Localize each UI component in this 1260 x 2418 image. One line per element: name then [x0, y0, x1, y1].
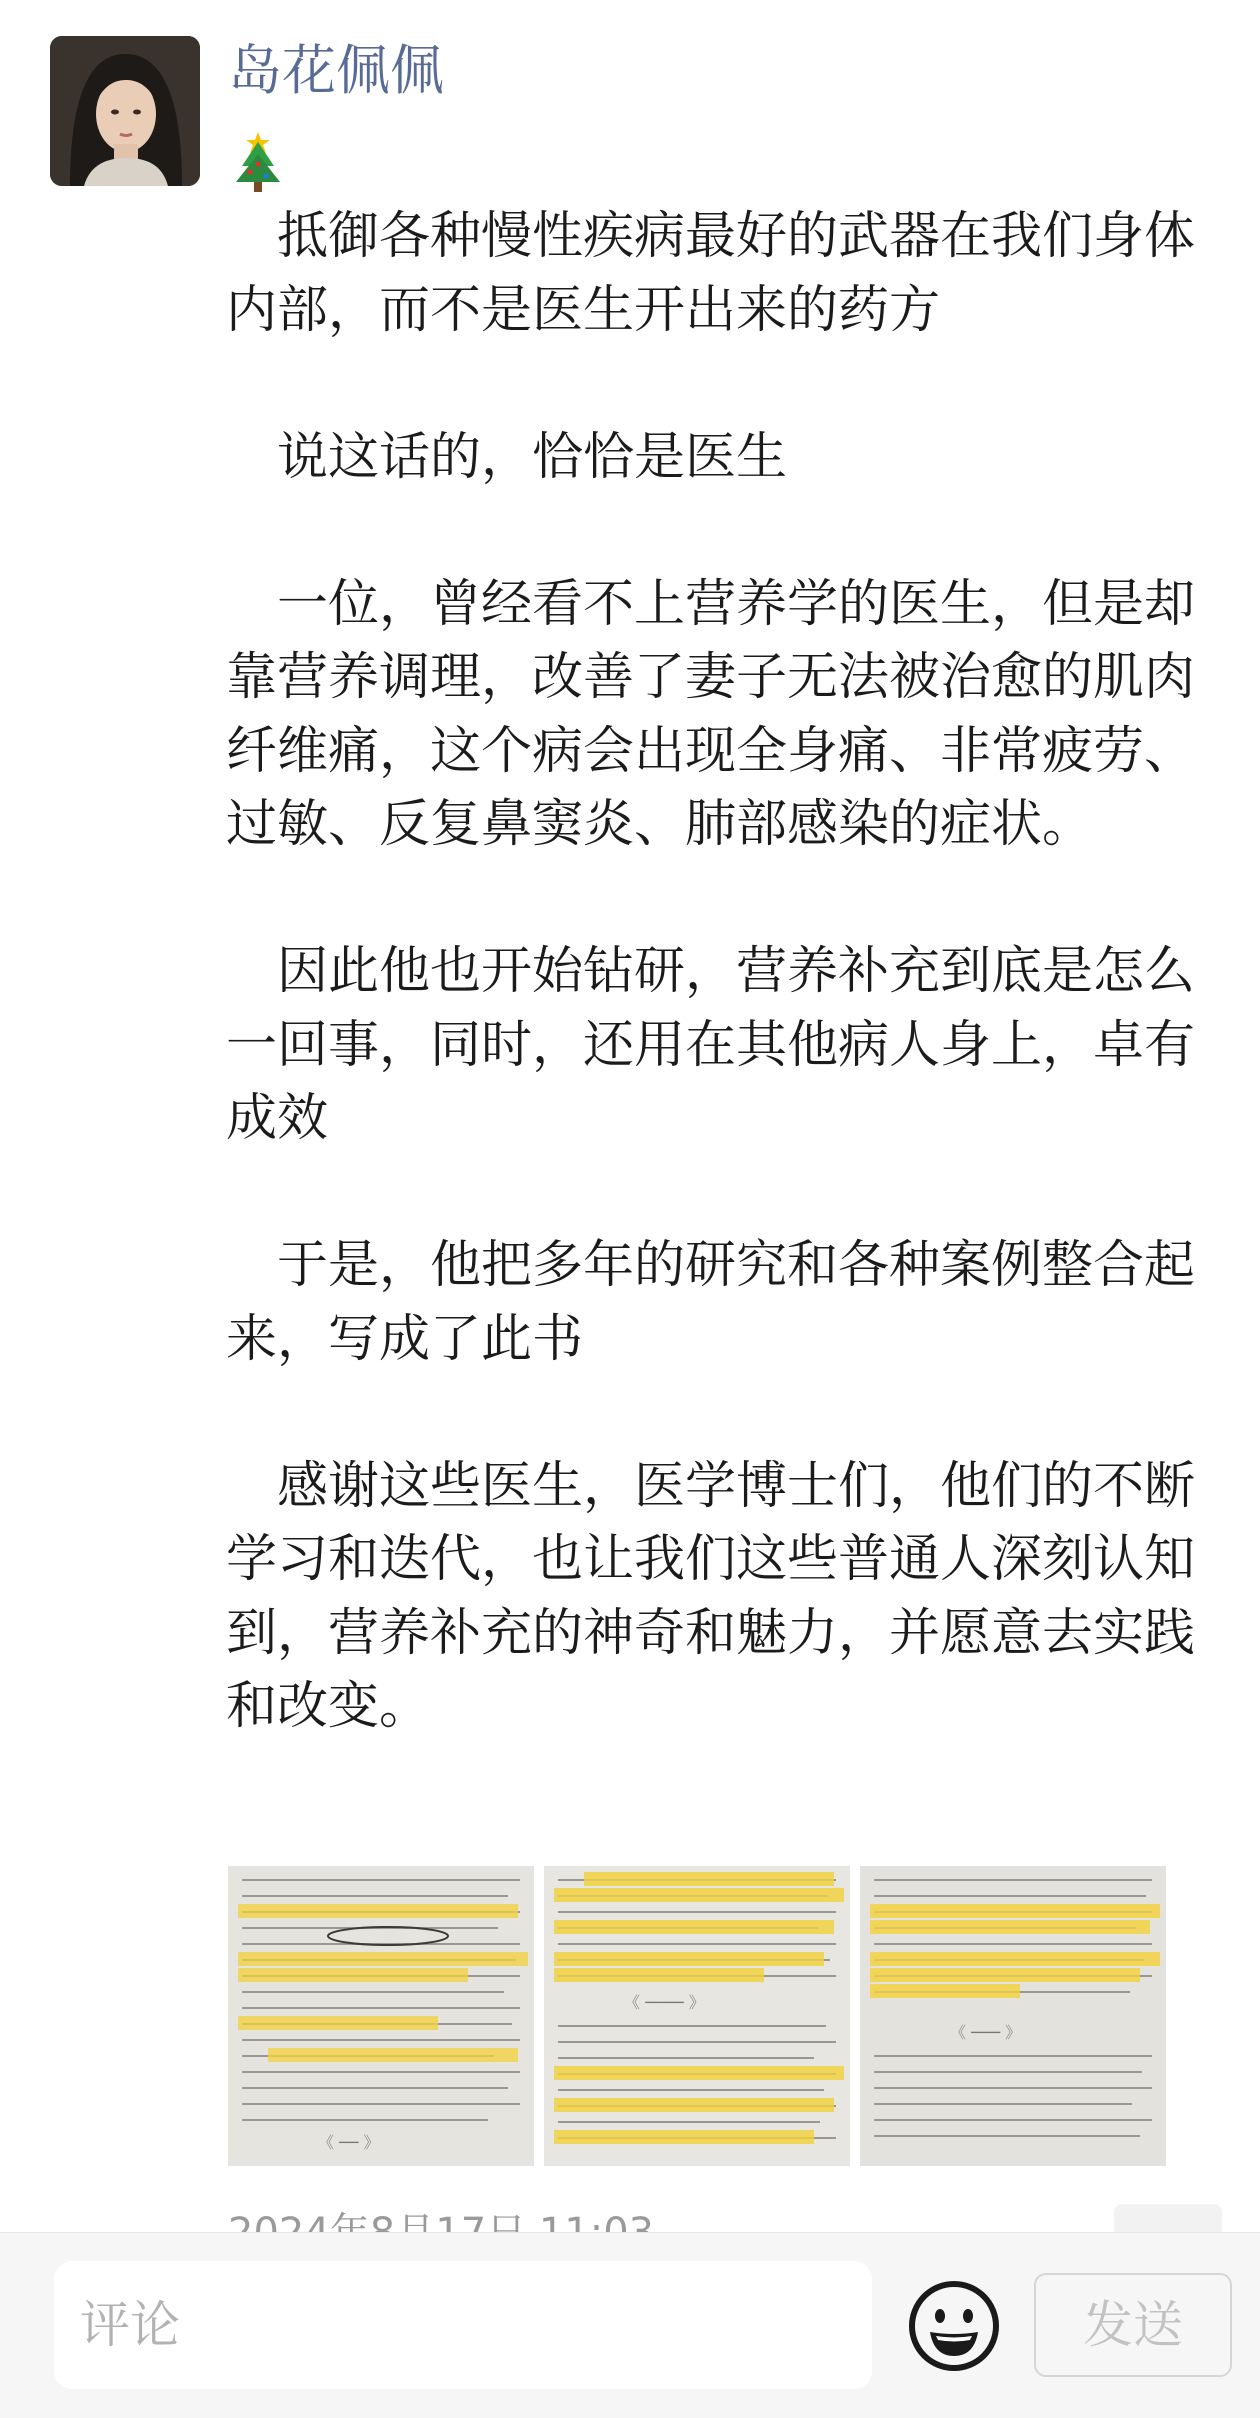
svg-text:《 ──── 》: 《 ──── 》	[624, 1993, 705, 2012]
post-paragraph: 感谢这些医生，医学博士们，他们的不断学习和迭代，也让我们这些普通人深刻认知到，营养补充的神奇和魅力，并愿意去实践和改变。	[226, 1456, 1196, 1736]
post-paragraph: 说这话的，恰恰是医生	[226, 427, 788, 487]
smiley-icon[interactable]	[906, 2278, 1002, 2374]
avatar[interactable]	[50, 36, 200, 186]
post-paragraph: 一位，曾经看不上营养学的医生，但是却靠营养调理，改善了妻子无法被治愈的肌肉纤维痛，这个病会出现全身痛、非常疲劳、过敏、反复鼻窦炎、肺部感染的症状。	[226, 574, 1196, 854]
svg-text:《 ─── 》: 《 ─── 》	[950, 2023, 1022, 2042]
photo-thumbnail[interactable]	[544, 1866, 850, 2166]
photo-grid	[228, 1866, 1168, 2166]
send-button[interactable]: 发送	[1034, 2273, 1232, 2377]
photo-thumbnail[interactable]	[860, 1866, 1166, 2166]
post-text	[226, 200, 1211, 1744]
avatar-portrait	[50, 36, 200, 186]
book-page-image	[544, 1866, 850, 2166]
christmas-tree-icon	[228, 128, 288, 194]
book-page-image	[860, 1866, 1166, 2166]
post-paragraph: 抵御各种慢性疾病最好的武器在我们身体内部，而不是医生开出来的药方	[226, 207, 1196, 340]
post-paragraph: 于是，他把多年的研究和各种案例整合起来，写成了此书	[226, 1236, 1196, 1369]
book-page-image	[228, 1866, 534, 2166]
author-name[interactable]: 岛花佩佩	[228, 39, 444, 102]
svg-text:《 ── 》: 《 ── 》	[318, 2133, 380, 2152]
post-paragraph: 因此他也开始钻研，营养补充到底是怎么一回事，同时，还用在其他病人身上，卓有成效	[226, 942, 1196, 1148]
comment-input[interactable]: 评论	[54, 2261, 872, 2389]
photo-thumbnail[interactable]	[228, 1866, 534, 2166]
